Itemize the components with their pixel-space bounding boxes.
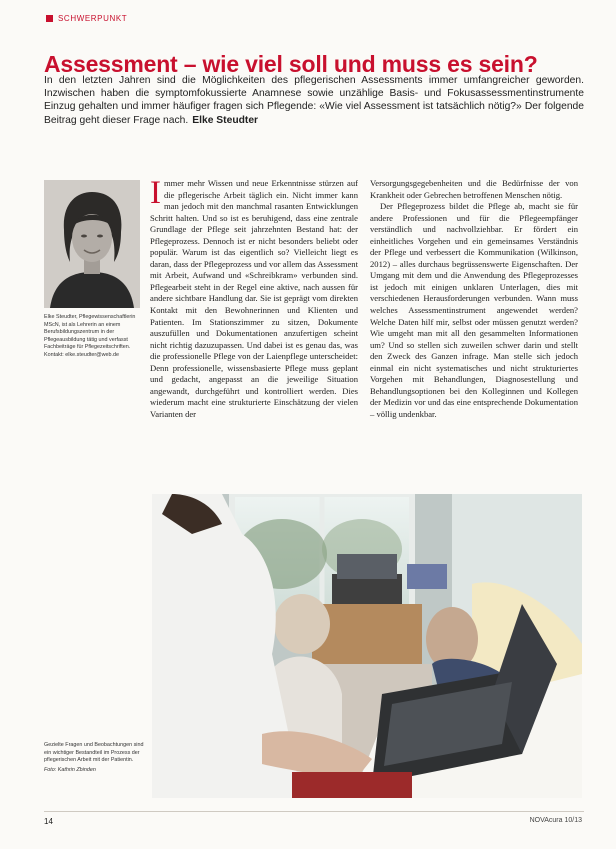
drop-cap: I xyxy=(150,175,161,211)
magazine-issue: NOVAcura 10/13 xyxy=(529,817,582,824)
section-rubric xyxy=(46,14,127,23)
article-photo xyxy=(152,494,582,798)
rubric-square-icon xyxy=(46,15,53,22)
photo-image xyxy=(152,494,582,798)
page-number: 14 xyxy=(44,817,53,826)
paragraph-text: mmer mehr Wissen und neue Erkenntnisse stürzen auf die pflegerische Arbeit täglich ein. Nicht immer kann man jedoch mit den manchmal rasanten Entwicklungen Schritt halten. Und so ist es beruhigend, dass eine zentrale Grundlage der Pflege seit jahrzehnten Bestand hat: der Pflegeprozess. Dennoch ist er nicht besonders beliebt oder populär. Warum ist das eigentlich so? Vielleicht liegt es daran, dass der Pflegeprozess und vor allem das Assessment mit Arbeit, Aufwand und «Schreibkram» verbunden sind. Pflegearbeit steht in der Regel eine aktive, nach aussen für andere sichtbare Handlung dar. Sie ist geprägt vom direkten Kontakt mit den Bewohnerinnen und Klienten und Patienten. Im Stationszimmer zu sitzen, Dokumente auszufüllen und Dokumentationen anzufertigen scheint nicht richtig dazuzupassen. Und dabei ist es genau das, was die professionelle Pflege von der Laienpflege unterscheidet: Denn professionelle, wissensbasierte Pflege muss geplant und gedacht, angepasst an die jeweilige Situation angewandt, durchgeführt und kontrolliert werden. Dies wiederum macht eine strukturierte Einschätzung der vielen Varianten der xyxy=(150,178,358,419)
article-headline: Assessment – wie viel soll und muss es sein? xyxy=(44,51,538,78)
body-paragraph: Der Pflegeprozess bildet die Pflege ab, macht sie für andere Professionen und für die Pflegeempfänger verständlich und nachvollziehbar. Er fördert ein einheitliches Vorgehen und ein gemeinsames Verständnis der Pflege und verbessert die Kommunikation (Wilkinson, 2012) – alles durchaus begrüssenswerte Eigenschaften. Der Umgang mit dem und die Anwendung des Pflegeprozesses ist jedoch mit einigen unklaren Unterlagen, dies mit verschiedenen Herausforderungen verbunden. Wann muss welches Assessmentinstrument angewendet werden? Welche Daten hilf mir, selbst oder müssen genutzt werden? Wie umgeht man mit all den gesammelten Informationen um? Und so stellen sich zuweilen schwer darin und stellt den Zweck des Ganzen infrage. Man stelle sich jedoch einmal ein nicht systematisches und nicht strukturiertes Vorgehen mit Behandlungen, Diagnosestellung und Behandlungsoptionen bei den Kolleginnen und Kollegen der Medizin vor und das eine entsprechende Dokumentation – völlig undenkbar. xyxy=(370,201,578,419)
portrait-caption: Elke Steudter, Pflegewissenschaftlerin MScN, ist als Lehrerin an einem Berufsbildungszentrum in der Pflegeausbildung tätig und verfasst Fachbeiträge für Pflegezeitschriften. Kontakt: elke.steudter@web.de xyxy=(44,314,136,358)
lead-text: In den letzten Jahren sind die Möglichkeiten des pflegerischen Assessments immer umfangreicher geworden. Inzwischen haben die symptomfokussierte Anamnese sowie unzählige Basis- und Fokusassessmentinstrumente Einzug gehalten und immer häufiger fragen sich Pflegende: «Wie viel Assessment ist tatsächlich nötig?» Der folgende Beitrag geht dieser Frage nach. xyxy=(44,75,584,126)
article-lead xyxy=(44,74,584,127)
body-paragraph xyxy=(150,175,358,420)
body-column-1 xyxy=(150,175,358,420)
rubric-label: SCHWERPUNKT xyxy=(58,14,128,23)
photo-caption-text: Gezielte Fragen und Beobachtungen sind ein wichtiger Bestandteil im Prozess der pflegerischen Arbeit mit der Patientin. xyxy=(44,742,144,764)
author-name: Elke Steudter xyxy=(192,114,259,126)
body-paragraph: Versorgungsgegebenheiten und die Bedürfnisse der von Krankheit oder Gebrechen betroffenen Menschen nötig. xyxy=(370,178,578,200)
photo-caption xyxy=(44,742,144,774)
footer-divider xyxy=(44,811,584,812)
body-column-2 xyxy=(370,178,578,420)
author-portrait xyxy=(44,180,140,308)
photo-credit: Foto: Kathrin Zbinden xyxy=(44,766,96,773)
portrait-image xyxy=(44,180,140,308)
